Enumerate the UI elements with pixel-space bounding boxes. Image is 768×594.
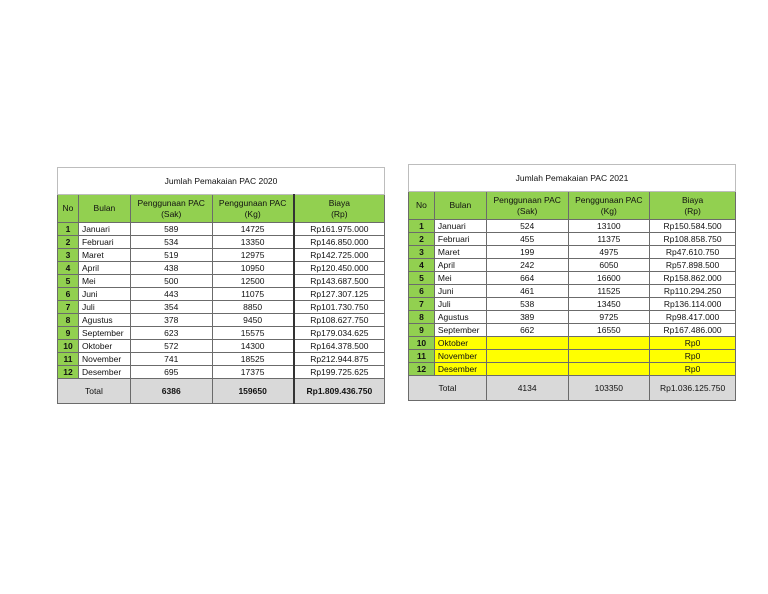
cell-no: 5	[58, 275, 79, 288]
cell-biaya: Rp164.378.500	[294, 340, 385, 353]
header-kg: Penggunaan PAC (Kg)	[568, 192, 650, 220]
cell-sak: 664	[486, 272, 568, 285]
total-label: Total	[58, 379, 131, 404]
table-row	[409, 259, 736, 272]
cell-bulan: Mei	[434, 272, 486, 285]
cell-biaya: Rp0	[650, 363, 736, 376]
cell-biaya: Rp143.687.500	[294, 275, 385, 288]
cell-kg: 10950	[212, 262, 294, 275]
header-row	[409, 192, 736, 220]
header-biaya: Biaya (Rp)	[294, 195, 385, 223]
cell-sak: 662	[486, 324, 568, 337]
cell-sak: 354	[130, 301, 212, 314]
cell-biaya: Rp167.486.000	[650, 324, 736, 337]
cell-kg: 14300	[212, 340, 294, 353]
cell-kg: 9450	[212, 314, 294, 327]
cell-kg: 18525	[212, 353, 294, 366]
cell-no: 2	[58, 236, 79, 249]
total-sak: 6386	[130, 379, 212, 404]
cell-kg: 11075	[212, 288, 294, 301]
header-bulan: Bulan	[434, 192, 486, 220]
cell-no: 11	[58, 353, 79, 366]
table-row	[409, 311, 736, 324]
cell-bulan: Juni	[434, 285, 486, 298]
table-row	[58, 314, 385, 327]
cell-bulan: Maret	[434, 246, 486, 259]
cell-no: 12	[58, 366, 79, 379]
table-row	[58, 340, 385, 353]
cell-bulan: Desember	[434, 363, 486, 376]
cell-sak: 695	[130, 366, 212, 379]
total-row	[409, 376, 736, 401]
cell-bulan: Mei	[78, 275, 130, 288]
cell-kg: 9725	[568, 311, 650, 324]
cell-biaya: Rp127.307.125	[294, 288, 385, 301]
cell-no: 11	[409, 350, 435, 363]
total-kg: 159650	[212, 379, 294, 404]
cell-sak: 589	[130, 223, 212, 236]
cell-kg: 16550	[568, 324, 650, 337]
cell-sak	[486, 363, 568, 376]
table-pac-2020	[57, 167, 385, 404]
cell-no: 1	[409, 220, 435, 233]
cell-kg: 13450	[568, 298, 650, 311]
cell-sak: 500	[130, 275, 212, 288]
total-biaya: Rp1.809.436.750	[294, 379, 385, 404]
cell-bulan: Maret	[78, 249, 130, 262]
cell-bulan: Februari	[434, 233, 486, 246]
cell-sak: 199	[486, 246, 568, 259]
cell-sak: 242	[486, 259, 568, 272]
cell-biaya: Rp108.858.750	[650, 233, 736, 246]
cell-bulan: Juli	[78, 301, 130, 314]
cell-biaya: Rp212.944.875	[294, 353, 385, 366]
cell-biaya: Rp136.114.000	[650, 298, 736, 311]
cell-biaya: Rp108.627.750	[294, 314, 385, 327]
table-row	[409, 298, 736, 311]
table-row	[409, 220, 736, 233]
table-title: Jumlah Pemakaian PAC 2021	[409, 165, 736, 192]
cell-biaya: Rp47.610.750	[650, 246, 736, 259]
cell-sak: 455	[486, 233, 568, 246]
cell-biaya: Rp199.725.625	[294, 366, 385, 379]
table-body	[409, 220, 736, 376]
cell-sak: 438	[130, 262, 212, 275]
cell-no: 3	[409, 246, 435, 259]
cell-biaya: Rp179.034.625	[294, 327, 385, 340]
cell-kg: 4975	[568, 246, 650, 259]
cell-kg: 11375	[568, 233, 650, 246]
cell-no: 10	[58, 340, 79, 353]
cell-no: 8	[409, 311, 435, 324]
cell-kg: 11525	[568, 285, 650, 298]
table-body	[58, 223, 385, 379]
table-row	[58, 236, 385, 249]
table-row	[409, 324, 736, 337]
table-row	[409, 285, 736, 298]
header-kg: Penggunaan PAC (Kg)	[212, 195, 294, 223]
cell-biaya: Rp158.862.000	[650, 272, 736, 285]
cell-no: 9	[409, 324, 435, 337]
cell-no: 8	[58, 314, 79, 327]
cell-no: 7	[409, 298, 435, 311]
cell-bulan: April	[434, 259, 486, 272]
total-biaya: Rp1.036.125.750	[650, 376, 736, 401]
cell-sak: 623	[130, 327, 212, 340]
cell-bulan: November	[434, 350, 486, 363]
table-row	[58, 249, 385, 262]
cell-kg: 14725	[212, 223, 294, 236]
cell-bulan: Januari	[434, 220, 486, 233]
cell-kg: 16600	[568, 272, 650, 285]
table-row	[58, 301, 385, 314]
cell-bulan: Agustus	[434, 311, 486, 324]
table-row	[58, 288, 385, 301]
cell-kg: 6050	[568, 259, 650, 272]
table-row	[58, 353, 385, 366]
total-label: Total	[409, 376, 487, 401]
cell-biaya: Rp57.898.500	[650, 259, 736, 272]
cell-no: 4	[409, 259, 435, 272]
cell-bulan: Oktober	[434, 337, 486, 350]
cell-kg	[568, 363, 650, 376]
cell-bulan: November	[78, 353, 130, 366]
table-row	[58, 275, 385, 288]
cell-biaya: Rp120.450.000	[294, 262, 385, 275]
cell-sak: 524	[486, 220, 568, 233]
cell-sak: 389	[486, 311, 568, 324]
cell-no: 5	[409, 272, 435, 285]
table-row	[409, 350, 736, 363]
cell-kg: 13100	[568, 220, 650, 233]
table-row	[409, 337, 736, 350]
cell-sak: 534	[130, 236, 212, 249]
table-row	[58, 327, 385, 340]
table-row	[58, 366, 385, 379]
cell-bulan: Juni	[78, 288, 130, 301]
cell-no: 7	[58, 301, 79, 314]
cell-sak: 538	[486, 298, 568, 311]
header-sak: Penggunaan PAC (Sak)	[486, 192, 568, 220]
cell-sak: 741	[130, 353, 212, 366]
cell-biaya: Rp161.975.000	[294, 223, 385, 236]
cell-no: 6	[409, 285, 435, 298]
cell-no: 2	[409, 233, 435, 246]
cell-kg	[568, 337, 650, 350]
cell-biaya: Rp98.417.000	[650, 311, 736, 324]
header-no: No	[58, 195, 79, 223]
cell-bulan: April	[78, 262, 130, 275]
cell-sak: 378	[130, 314, 212, 327]
cell-kg: 17375	[212, 366, 294, 379]
cell-bulan: Juli	[434, 298, 486, 311]
table-pac-2021	[408, 164, 736, 401]
cell-sak	[486, 350, 568, 363]
cell-bulan: September	[434, 324, 486, 337]
table-row	[58, 223, 385, 236]
cell-bulan: Februari	[78, 236, 130, 249]
header-row	[58, 195, 385, 223]
header-bulan: Bulan	[78, 195, 130, 223]
header-sak: Penggunaan PAC (Sak)	[130, 195, 212, 223]
cell-biaya: Rp0	[650, 337, 736, 350]
table-row	[409, 246, 736, 259]
cell-biaya: Rp150.584.500	[650, 220, 736, 233]
cell-bulan: Januari	[78, 223, 130, 236]
table-title: Jumlah Pemakaian PAC 2020	[58, 168, 385, 195]
cell-kg: 15575	[212, 327, 294, 340]
cell-no: 12	[409, 363, 435, 376]
cell-biaya: Rp101.730.750	[294, 301, 385, 314]
cell-no: 9	[58, 327, 79, 340]
cell-sak: 443	[130, 288, 212, 301]
cell-kg: 8850	[212, 301, 294, 314]
cell-no: 4	[58, 262, 79, 275]
cell-sak	[486, 337, 568, 350]
cell-biaya: Rp0	[650, 350, 736, 363]
cell-sak: 461	[486, 285, 568, 298]
cell-bulan: Desember	[78, 366, 130, 379]
cell-no: 1	[58, 223, 79, 236]
cell-biaya: Rp110.294.250	[650, 285, 736, 298]
cell-sak: 519	[130, 249, 212, 262]
cell-bulan: Agustus	[78, 314, 130, 327]
cell-sak: 572	[130, 340, 212, 353]
total-kg: 103350	[568, 376, 650, 401]
cell-biaya: Rp146.850.000	[294, 236, 385, 249]
total-sak: 4134	[486, 376, 568, 401]
header-biaya: Biaya (Rp)	[650, 192, 736, 220]
cell-bulan: September	[78, 327, 130, 340]
cell-kg: 12500	[212, 275, 294, 288]
header-no: No	[409, 192, 435, 220]
table-row	[409, 363, 736, 376]
cell-no: 6	[58, 288, 79, 301]
cell-kg: 12975	[212, 249, 294, 262]
table-row	[409, 233, 736, 246]
cell-kg: 13350	[212, 236, 294, 249]
total-row	[58, 379, 385, 404]
cell-no: 3	[58, 249, 79, 262]
cell-biaya: Rp142.725.000	[294, 249, 385, 262]
cell-kg	[568, 350, 650, 363]
table-row	[409, 272, 736, 285]
cell-bulan: Oktober	[78, 340, 130, 353]
table-row	[58, 262, 385, 275]
cell-no: 10	[409, 337, 435, 350]
